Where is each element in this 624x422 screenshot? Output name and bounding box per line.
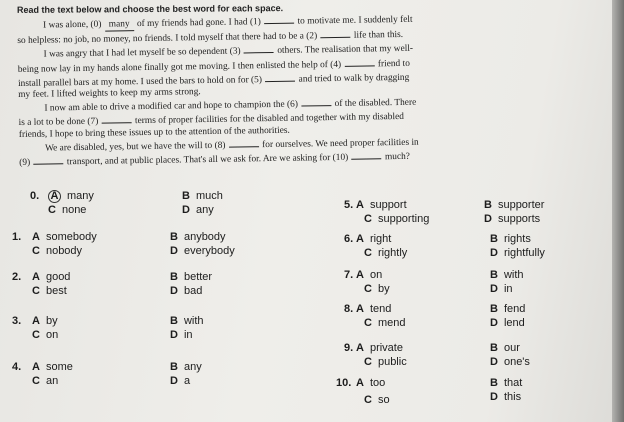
option-text: rightly: [377, 247, 408, 259]
answer-option[interactable]: [364, 213, 429, 225]
answer-option[interactable]: [484, 213, 540, 225]
option-letter: D: [170, 375, 178, 387]
answer-option[interactable]: [484, 199, 544, 211]
option-letter: D: [170, 285, 178, 297]
option-letter: A: [32, 231, 40, 243]
answer-option[interactable]: [170, 245, 235, 257]
option-letter: D: [484, 213, 492, 225]
option-text: lend: [503, 317, 525, 329]
option-text: supporting: [377, 213, 430, 225]
option-text: some: [45, 361, 73, 373]
passage-text: life than this.: [351, 30, 404, 41]
answer-option[interactable]: [356, 377, 385, 389]
option-text: supports: [497, 213, 541, 225]
answer-option[interactable]: [32, 375, 58, 387]
passage-text: I now am able to drive a modified car and hope to champion the (6): [44, 99, 301, 114]
passage-text: so helpless: no job, no money, no friends. I told myself that there had to be a (2): [17, 31, 320, 47]
answer-option[interactable]: [32, 231, 97, 243]
question-number: 6.: [344, 233, 354, 245]
option-text: tend: [369, 303, 392, 315]
passage-text: much?: [382, 151, 411, 163]
answer-option[interactable]: [170, 375, 190, 387]
option-letter: C: [364, 247, 372, 259]
option-text: anybody: [183, 231, 226, 243]
answer-blank[interactable]: [264, 14, 294, 24]
answer-blank[interactable]: [320, 28, 350, 38]
option-text: supporter: [497, 199, 545, 211]
answer-option[interactable]: [182, 204, 214, 216]
option-letter: D: [182, 204, 190, 216]
option-letter: A: [356, 377, 364, 389]
passage-text: friends, I hope to bring these issues up to the attention of the authorities.: [18, 125, 290, 140]
option-text: by: [45, 315, 58, 327]
option-letter: D: [490, 283, 498, 295]
passage-text: friend to: [375, 58, 410, 69]
option-text: too: [369, 377, 386, 389]
answer-option[interactable]: [356, 269, 382, 281]
question-number: 0.: [30, 190, 40, 202]
passage-text: install parallel bars at my home. I used the bars to hold on for (5): [17, 74, 265, 89]
answer-option[interactable]: [364, 356, 407, 368]
answer-option[interactable]: [170, 271, 212, 283]
question-number: 8.: [344, 303, 354, 315]
option-text: bad: [183, 285, 203, 297]
reading-passage: [17, 9, 619, 170]
answer-option[interactable]: [490, 269, 524, 281]
option-letter: D: [170, 245, 178, 257]
option-letter: A: [356, 303, 364, 315]
option-letter: C: [364, 213, 372, 225]
answer-option[interactable]: [32, 245, 82, 257]
option-text: somebody: [45, 231, 97, 243]
option-letter: B: [490, 233, 498, 245]
option-text: that: [503, 377, 523, 389]
option-text: rights: [503, 233, 531, 245]
option-letter: B: [182, 190, 190, 202]
option-text: fend: [503, 303, 526, 315]
answer-blank[interactable]: [351, 149, 381, 159]
answer-blank[interactable]: [244, 43, 274, 53]
answer-blank[interactable]: [344, 56, 374, 66]
option-letter: A: [356, 342, 364, 354]
answer-option[interactable]: [356, 342, 403, 354]
option-text: private: [369, 342, 403, 354]
answer-option[interactable]: [490, 391, 521, 403]
question-number: 3.: [12, 315, 22, 327]
option-text: good: [45, 271, 71, 283]
passage-text: I was angry that I had let myself be so dependent (3): [43, 46, 244, 60]
option-letter: B: [170, 315, 178, 327]
answer-options: [0, 183, 624, 422]
answer-blank[interactable]: [301, 96, 331, 106]
answer-option[interactable]: [364, 317, 405, 329]
option-letter: D: [170, 329, 178, 341]
passage-text: being now lay in my hands alone finally got me moving. I then enlisted the help of (4): [17, 59, 344, 75]
option-text: best: [45, 285, 67, 297]
answer-option[interactable]: [48, 204, 86, 216]
answer-option[interactable]: [170, 315, 204, 327]
answer-option[interactable]: [364, 394, 390, 406]
passage-text: (9): [19, 157, 33, 169]
question-number: 9.: [344, 342, 354, 354]
answer-option[interactable]: [364, 247, 407, 259]
option-letter: C: [364, 356, 372, 368]
option-text: so: [377, 394, 390, 406]
option-letter: D: [490, 247, 498, 259]
option-letter: B: [490, 377, 498, 389]
answer-blank[interactable]: [33, 154, 63, 164]
option-text: everybody: [183, 245, 235, 257]
option-letter: D: [490, 356, 498, 368]
option-text: nobody: [45, 245, 83, 257]
answer-option[interactable]: [32, 271, 70, 283]
answer-option[interactable]: [490, 233, 531, 245]
answer-option[interactable]: [32, 315, 58, 327]
option-letter: D: [490, 317, 498, 329]
option-letter: B: [490, 342, 498, 354]
answer-option[interactable]: [356, 199, 407, 211]
option-text: right: [369, 233, 392, 245]
option-text: better: [183, 271, 213, 283]
option-text: this: [503, 391, 522, 403]
answer-option[interactable]: [490, 247, 545, 259]
answer-option[interactable]: [170, 231, 226, 243]
option-text: one's: [503, 356, 530, 368]
option-text: public: [377, 356, 407, 368]
question-number: 5.: [344, 199, 354, 211]
option-text: on: [369, 269, 383, 281]
example-answer-blank[interactable]: many: [105, 19, 134, 32]
question-number: 7.: [344, 269, 354, 281]
option-letter: B: [170, 271, 178, 283]
instruction-heading: Read the text below and choose the best word for each space.: [16, 3, 284, 15]
option-text: mend: [377, 317, 406, 329]
option-text: with: [503, 269, 524, 281]
passage-text: We are disabled, yes, but we have the will to (8): [44, 140, 228, 154]
option-letter: C: [364, 394, 372, 406]
option-text: a: [183, 375, 191, 387]
option-text: in: [183, 329, 193, 341]
option-letter: C: [48, 204, 56, 216]
option-letter: A: [32, 271, 40, 283]
option-letter: B: [170, 361, 178, 373]
option-text: an: [45, 375, 59, 387]
passage-text: and tried to walk by dragging: [296, 72, 410, 85]
option-letter: A: [32, 315, 40, 327]
question-number: 10.: [336, 377, 352, 389]
option-letter: C: [32, 329, 40, 341]
option-text: rightfully: [503, 247, 545, 259]
passage-text: terms of proper facilities for the disabled and together with my disabled: [132, 112, 404, 127]
answer-option[interactable]: [490, 303, 525, 315]
answer-option[interactable]: [356, 233, 391, 245]
answer-option[interactable]: [170, 329, 193, 341]
option-letter: C: [32, 285, 40, 297]
answer-option[interactable]: [490, 342, 520, 354]
option-text: with: [183, 315, 204, 327]
passage-text: transport, and at public places. That's all we ask for. Are we asking for (10): [64, 152, 351, 168]
option-text: on: [45, 329, 59, 341]
answer-option[interactable]: [356, 303, 391, 315]
option-letter: D: [490, 391, 498, 403]
answer-option[interactable]: [490, 356, 530, 368]
answer-option[interactable]: [170, 361, 202, 373]
answer-option[interactable]: [490, 283, 513, 295]
option-letter: A: [32, 361, 40, 373]
answer-option[interactable]: [182, 190, 223, 202]
option-letter: C: [364, 283, 372, 295]
option-text: support: [369, 199, 407, 211]
option-letter: B: [490, 303, 498, 315]
option-letter: A: [356, 233, 364, 245]
page-edge-shadow: [612, 0, 624, 422]
option-text: many: [67, 190, 94, 202]
option-text: any: [183, 361, 202, 373]
answer-blank[interactable]: [265, 71, 295, 81]
answer-option[interactable]: [490, 377, 522, 389]
answer-blank[interactable]: [102, 114, 132, 124]
option-text: in: [503, 283, 513, 295]
answer-blank[interactable]: [229, 137, 259, 147]
question-number: 4.: [12, 361, 22, 373]
question-number: 1.: [12, 231, 22, 243]
option-letter: A: [356, 269, 364, 281]
answer-option[interactable]: [32, 361, 73, 373]
option-letter: B: [484, 199, 492, 211]
passage-text: of my friends had gone. I had (1): [134, 17, 264, 30]
option-letter: C: [32, 245, 40, 257]
passage-text: is a lot to be done (7): [18, 117, 101, 129]
option-text: any: [195, 204, 214, 216]
answer-option[interactable]: [32, 285, 67, 297]
option-text: by: [377, 283, 390, 295]
answer-option[interactable]: [48, 190, 94, 203]
passage-text: of the disabled. There: [332, 97, 417, 110]
circled-option-letter: A: [48, 190, 61, 203]
passage-text: to motivate me. I suddenly felt: [295, 14, 413, 27]
option-letter: C: [32, 375, 40, 387]
option-text: much: [195, 190, 223, 202]
option-letter: C: [364, 317, 372, 329]
option-letter: B: [170, 231, 178, 243]
passage-text: I was alone, (0): [43, 19, 104, 31]
option-letter: A: [356, 199, 364, 211]
option-letter: B: [490, 269, 498, 281]
passage-text: for ourselves. We need proper facilities in: [259, 137, 419, 151]
answer-option[interactable]: [364, 283, 390, 295]
answer-option[interactable]: [170, 285, 202, 297]
passage-text: others. The realisation that my well-: [274, 44, 414, 57]
answer-option[interactable]: [490, 317, 525, 329]
option-text: our: [503, 342, 520, 354]
option-text: none: [61, 204, 87, 216]
passage-text: my feet. I lifted weights to keep my arms strong.: [18, 87, 201, 101]
answer-option[interactable]: [32, 329, 58, 341]
question-number: 2.: [12, 271, 22, 283]
